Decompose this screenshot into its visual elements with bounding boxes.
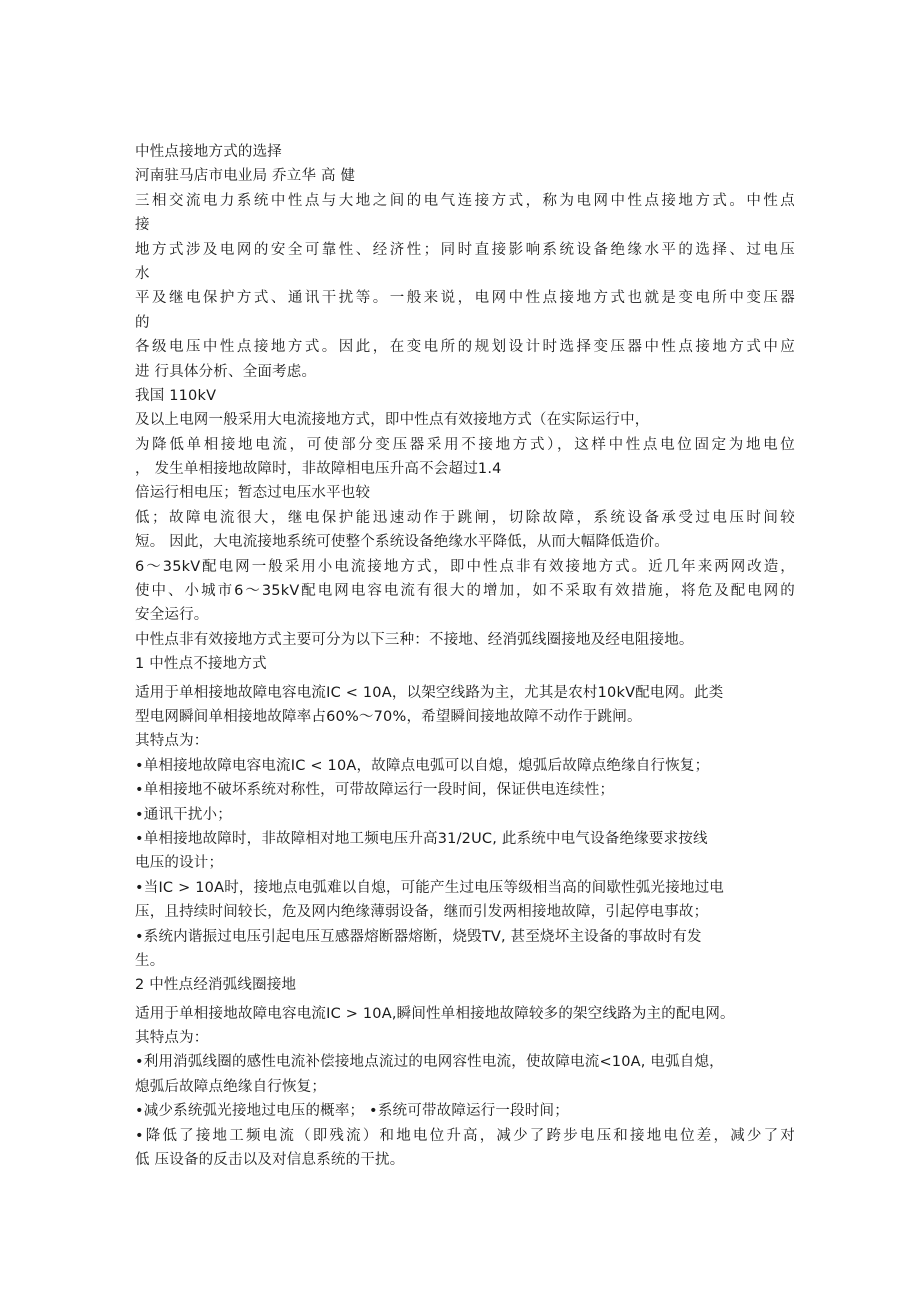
text-line: •降低了接地工频电流（即残流）和地电位升高，减少了跨步电压和接地电位差，减少了对 [135, 1127, 795, 1144]
text-line: •系统内谐振过电压引起电压互感器熔断器熔断，烧毁TV, 甚至烧坏主设备的事故时有发 [135, 928, 702, 945]
text-line: 进 行具体分析、全面考虑。 [135, 363, 317, 380]
text-line: 中性点非有效接地方式主要可分为以下三种：不接地、经消弧线圈接地及经电阻接地。 [135, 631, 694, 648]
text-line: •通讯干扰小； [135, 806, 232, 823]
text-line: 低；故障电流很大，继电保护能迅速动作于跳闸，切除故障，系统设备承受过电压时间较 [135, 509, 795, 526]
text-line: 接 [135, 217, 150, 234]
text-line: •单相接地不破坏系统对称性，可带故障运行一段时间，保证供电连续性； [135, 782, 615, 799]
text-line: 水 [135, 265, 150, 282]
text-line: 压，且持续时间较长，危及网内绝缘薄弱设备，继而引发两相接地故障，引起停电事故； [135, 904, 709, 921]
text-line: 其特点为： [135, 733, 209, 750]
text-line: 生。 [135, 952, 165, 969]
text-line: •单相接地故障电容电流IC < 10A，故障点电弧可以自熄，熄弧后故障点绝缘自行恢复； [135, 757, 710, 774]
text-line: 6～35kV配电网一般采用小电流接地方式，即中性点非有效接地方式。近几年来两网改造， [135, 558, 795, 575]
text-line: 安全运行。 [135, 607, 209, 624]
text-line: 其特点为： [135, 1030, 209, 1047]
text-line: •当IC > 10A时，接地点电弧难以自熄，可能产生过电压等级相当高的间歇性弧光接地过电 [135, 879, 724, 896]
author-line: 河南驻马店市电业局 乔立华 高 健 [135, 168, 356, 185]
text-line: 三相交流电力系统中性点与大地之间的电气连接方式，称为电网中性点接地方式。中性点 [135, 192, 795, 209]
text-line: 短。 因此，大电流接地系统可使整个系统设备绝缘水平降低，从而大幅降低造价。 [135, 534, 670, 551]
text-line: 各级电压中性点接地方式。因此，在变电所的规划设计时选择变压器中性点接地方式中应 [135, 339, 795, 356]
text-line: 为降低单相接地电流，可使部分变压器采用不接地方式），这样中性点电位固定为地电位 [135, 436, 795, 453]
text-line: 电压的设计； [135, 855, 224, 872]
document-title: 中性点接地方式的选择 [135, 144, 282, 160]
text-line: 适用于单相接地故障电容电流IC > 10A,瞬间性单相接地故障较多的架空线路为主的配电网。 [135, 1005, 735, 1022]
text-line: 熄弧后故障点绝缘自行恢复； [135, 1078, 327, 1095]
text-line: 适用于单相接地故障电容电流IC < 10A，以架空线路为主，尤其是农村10kV配电网。此类 [135, 684, 724, 701]
text-line: 倍运行相电压；暂态过电压水平也较 [135, 485, 371, 502]
section-heading: 1 中性点不接地方式 [135, 656, 267, 673]
text-line: 使中、小城市6～35kV配电网电容电流有很大的增加，如不采取有效措施，将危及配电网的 [135, 583, 795, 600]
text-line: 平及继电保护方式、通讯干扰等。一般来说，电网中性点接地方式也就是变电所中变压器 [135, 290, 795, 307]
text-line: •利用消弧线圈的感性电流补偿接地点流过的电网容性电流，使故障电流<10A, 电弧自熄， [135, 1054, 724, 1071]
text-line: 地方式涉及电网的安全可靠性、经济性；同时直接影响系统设备绝缘水平的选择、过电压 [135, 241, 795, 258]
section-heading: 2 中性点经消弧线圈接地 [135, 977, 297, 994]
text-line: ， 发生单相接地故障时，非故障相电压升高不会超过1.4 [135, 461, 502, 478]
text-line: 的 [135, 314, 150, 331]
text-line: 我国 110kV [135, 387, 217, 404]
text-line: 及以上电网一般采用大电流接地方式，即中性点有效接地方式（在实际运行中， [135, 412, 650, 429]
text-line: •减少系统弧光接地过电压的概率； •系统可带故障运行一段时间； [135, 1103, 569, 1120]
text-line: •单相接地故障时，非故障相对地工频电压升高31/2UC, 此系统中电气设备绝缘要求按线 [135, 830, 708, 847]
text-line: 低 压设备的反击以及对信息系统的干扰。 [135, 1152, 405, 1169]
text-line: 型电网瞬间单相接地故障率占60%～70%，希望瞬间接地故障不动作于跳闸。 [135, 708, 642, 725]
document-body [135, 140, 795, 1172]
